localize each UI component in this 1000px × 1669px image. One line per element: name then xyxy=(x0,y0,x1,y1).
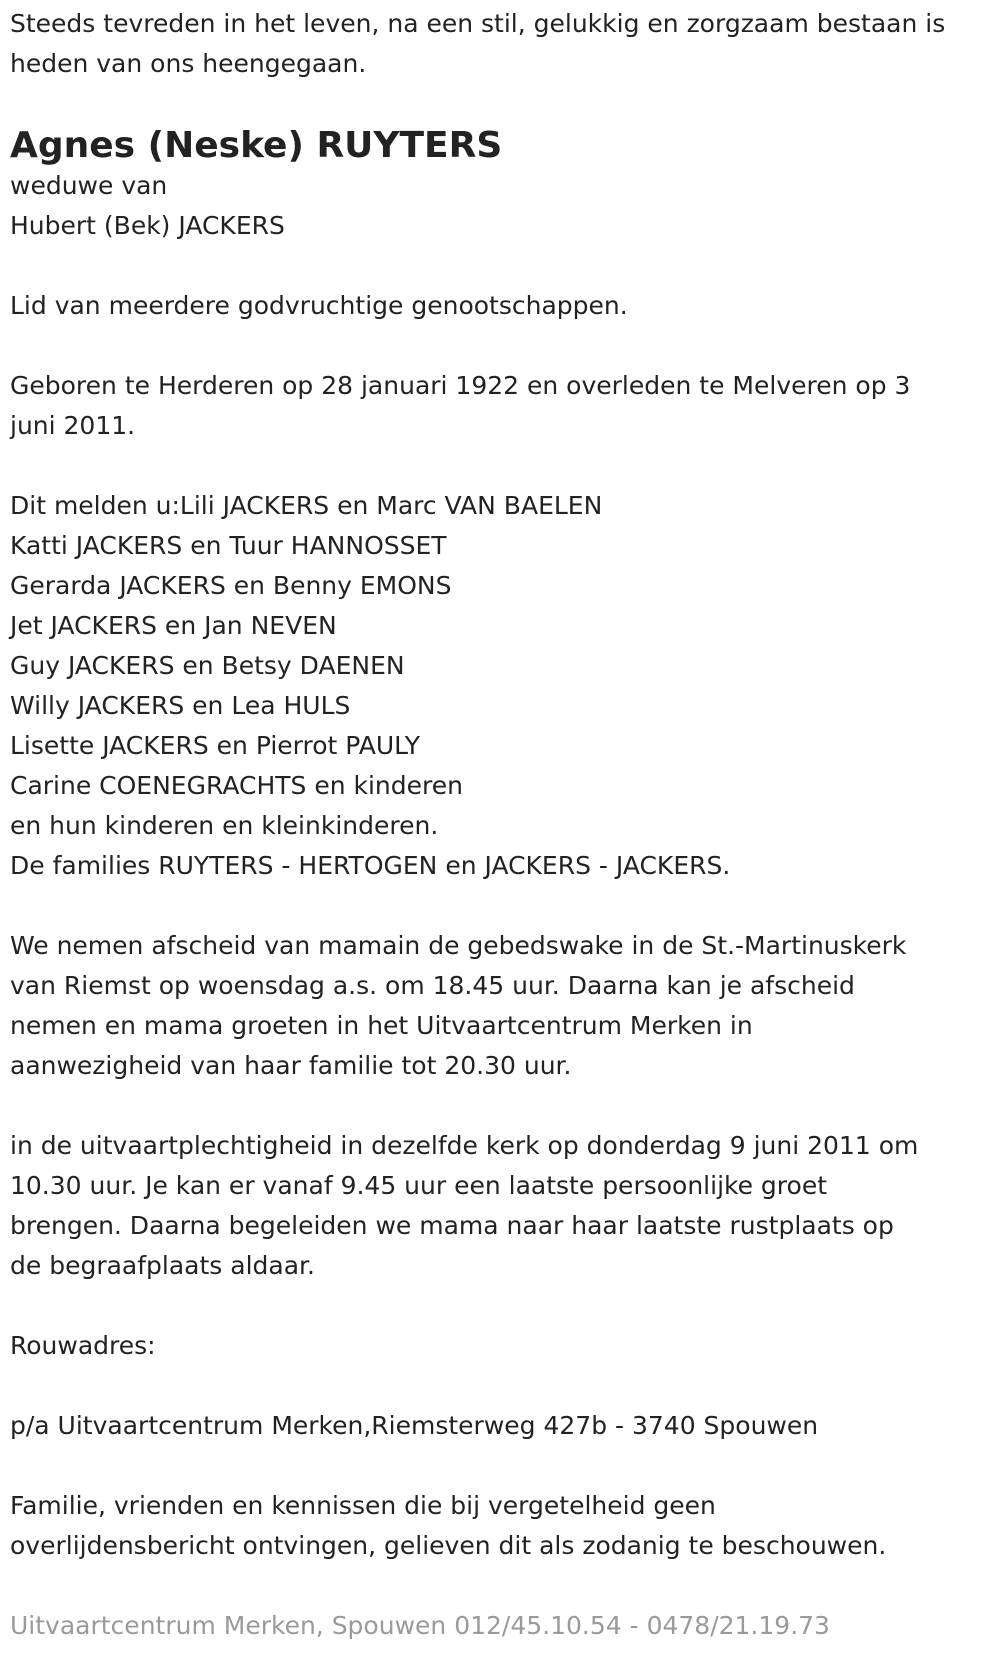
announcer-line: Gerarda JACKERS en Benny EMONS xyxy=(10,571,452,600)
notice-line: Familie, vrienden en kennissen die bij vergetelheid geen xyxy=(10,1491,716,1520)
funeral-home-footer: Uitvaartcentrum Merken, Spouwen 012/45.10.54 - 0478/21.19.73 xyxy=(10,1611,830,1640)
membership-line: Lid van meerdere godvruchtige genootschappen. xyxy=(10,291,628,320)
funeral-paragraph xyxy=(10,1126,990,1286)
deceased-name: Agnes (Neske) RUYTERS xyxy=(10,125,503,166)
address-label: Rouwadres: xyxy=(10,1331,156,1360)
birth-death-paragraph xyxy=(10,366,990,446)
wake-line: We nemen afscheid van mamain de gebedswake in de St.-Martinuskerk xyxy=(10,931,907,960)
address-label-paragraph xyxy=(10,1326,990,1366)
funeral-line: in de uitvaartplechtigheid in dezelfde kerk op donderdag 9 juni 2011 om xyxy=(10,1131,919,1160)
wake-line: aanwezigheid van haar familie tot 20.30 uur. xyxy=(10,1051,572,1080)
announcer-line: De families RUYTERS - HERTOGEN en JACKERS - JACKERS. xyxy=(10,851,731,880)
announcer-line: Carine COENEGRACHTS en kinderen xyxy=(10,771,463,800)
announcer-line: Lisette JACKERS en Pierrot PAULY xyxy=(10,731,421,760)
announcer-line: Guy JACKERS en Betsy DAENEN xyxy=(10,651,405,680)
spouse-paragraph xyxy=(10,166,990,246)
birth-death-line: juni 2011. xyxy=(10,411,136,440)
announcer-line: Jet JACKERS en Jan NEVEN xyxy=(10,611,337,640)
address-line: p/a Uitvaartcentrum Merken,Riemsterweg 427b - 3740 Spouwen xyxy=(10,1411,819,1440)
announcer-line: Katti JACKERS en Tuur HANNOSSET xyxy=(10,531,447,560)
funeral-line: 10.30 uur. Je kan er vanaf 9.45 uur een laatste persoonlijke groet xyxy=(10,1171,828,1200)
intro-line: Steeds tevreden in het leven, na een stil, gelukkig en zorgzaam bestaan is xyxy=(10,9,946,38)
membership-paragraph xyxy=(10,286,990,326)
wake-paragraph xyxy=(10,926,990,1086)
notice-line: overlijdensbericht ontvingen, gelieven dit als zodanig te beschouwen. xyxy=(10,1531,887,1560)
announcer-line: Dit melden u:Lili JACKERS en Marc VAN BAELEN xyxy=(10,491,603,520)
funeral-line: brengen. Daarna begeleiden we mama naar haar laatste rustplaats op xyxy=(10,1211,894,1240)
announcer-line: Willy JACKERS en Lea HULS xyxy=(10,691,351,720)
notice-paragraph xyxy=(10,1486,990,1566)
announcer-line: en hun kinderen en kleinkinderen. xyxy=(10,811,439,840)
funeral-line: de begraafplaats aldaar. xyxy=(10,1251,315,1280)
spouse-line: Hubert (Bek) JACKERS xyxy=(10,211,285,240)
announcers-paragraph xyxy=(10,486,990,886)
intro-paragraph xyxy=(10,4,990,84)
birth-death-line: Geboren te Herderen op 28 januari 1922 en overleden te Melveren op 3 xyxy=(10,371,911,400)
wake-line: van Riemst op woensdag a.s. om 18.45 uur. Daarna kan je afscheid xyxy=(10,971,855,1000)
wake-line: nemen en mama groeten in het Uitvaartcentrum Merken in xyxy=(10,1011,753,1040)
address-paragraph xyxy=(10,1406,990,1446)
spouse-line: weduwe van xyxy=(10,171,168,200)
intro-line: heden van ons heengegaan. xyxy=(10,49,367,78)
